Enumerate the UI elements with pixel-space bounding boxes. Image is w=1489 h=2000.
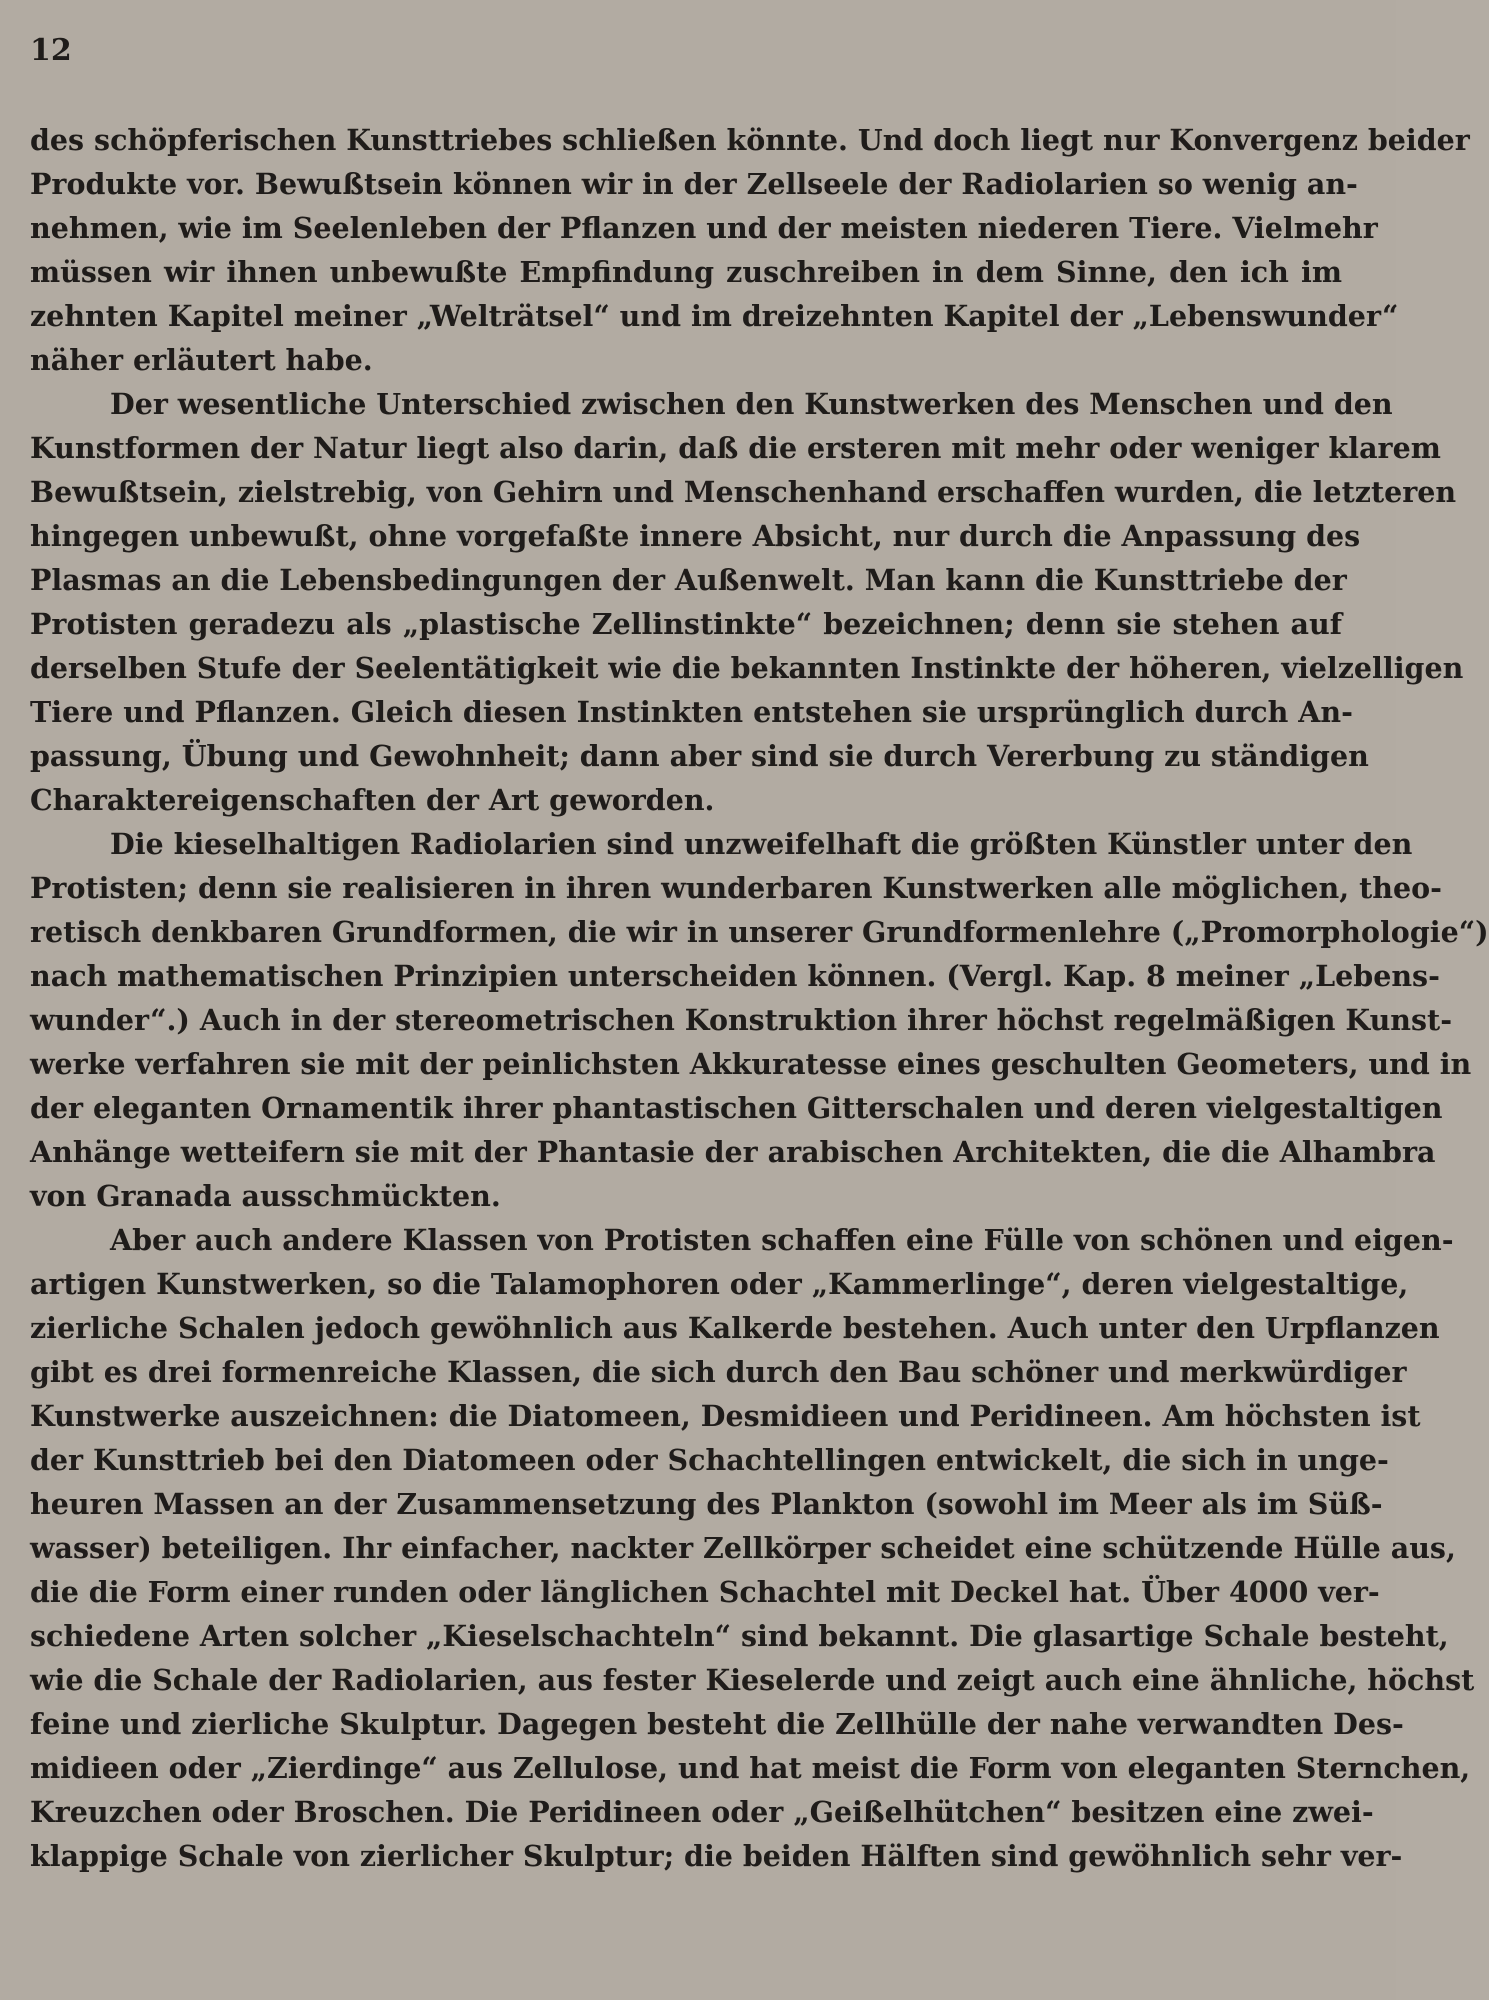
- text-line: midieen oder „Zierdinge“ aus Zellulose, und hat meist die Form von eleganten Sternchen,: [30, 1751, 1471, 1785]
- text-line: wie die Schale der Radiolarien, aus fester Kieselerde und zeigt auch eine ähnliche, höchst: [30, 1663, 1475, 1697]
- text-line: näher erläutert habe.: [30, 343, 373, 377]
- text-line: wasser) beteiligen. Ihr einfacher, nackter Zellkörper scheidet eine schützende Hülle aus,: [30, 1531, 1456, 1565]
- text-line: retisch denkbaren Grundformen, die wir in unserer Grundformenlehre („Promorphologie“): [30, 915, 1489, 949]
- text-line: hingegen unbewußt, ohne vorgefaßte innere Absicht, nur durch die Anpassung des: [30, 519, 1361, 553]
- text-line: Tiere und Pflanzen. Gleich diesen Instinkten entstehen sie ursprünglich durch An-: [30, 695, 1353, 729]
- text-line: der Kunsttrieb bei den Diatomeen oder Schachtellingen entwickelt, die sich in unge-: [30, 1443, 1389, 1477]
- text-line: Die kieselhaltigen Radiolarien sind unzweifelhaft die größten Künstler unter den: [110, 827, 1413, 861]
- text-line: nehmen, wie im Seelenleben der Pflanzen und der meisten niederen Tiere. Vielmehr: [30, 211, 1378, 245]
- text-line: werke verfahren sie mit der peinlichsten Akkuratesse eines geschulten Geometers, und in: [30, 1047, 1472, 1081]
- text-line: die die Form einer runden oder länglichen Schachtel mit Deckel hat. Über 4000 ver-: [30, 1575, 1380, 1609]
- text-line: Aber auch andere Klassen von Protisten schaffen eine Fülle von schönen und eigen-: [110, 1223, 1454, 1257]
- text-line: Protisten; denn sie realisieren in ihren wunderbaren Kunstwerken alle möglichen, theo-: [30, 871, 1442, 905]
- text-line: klappige Schale von zierlicher Skulptur; die beiden Hälften sind gewöhnlich sehr ver-: [30, 1839, 1403, 1873]
- text-line: gibt es drei formenreiche Klassen, die sich durch den Bau schöner und merkwürdiger: [30, 1355, 1407, 1389]
- text-line: derselben Stufe der Seelentätigkeit wie die bekannten Instinkte der höheren, vielzelligen: [30, 651, 1464, 685]
- text-line: schiedene Arten solcher „Kieselschachteln“ sind bekannt. Die glasartige Schale besteht,: [30, 1619, 1449, 1653]
- text-line: Plasmas an die Lebensbedingungen der Außenwelt. Man kann die Kunsttriebe der: [30, 563, 1347, 597]
- text-line: heuren Massen an der Zusammensetzung des Plankton (sowohl im Meer als im Süß-: [30, 1487, 1383, 1521]
- text-line: artigen Kunstwerken, so die Talamophoren oder „Kammerlinge“, deren vielgestaltige,: [30, 1267, 1409, 1301]
- paragraph-4: [30, 1218, 1475, 1878]
- text-line: des schöpferischen Kunsttriebes schließen könnte. Und doch liegt nur Konvergenz beider: [30, 123, 1470, 157]
- text-line: Der wesentliche Unterschied zwischen den Kunstwerken des Menschen und den: [110, 387, 1393, 421]
- text-line: müssen wir ihnen unbewußte Empfindung zuschreiben in dem Sinne, den ich im: [30, 255, 1342, 289]
- paragraph-1: [30, 118, 1470, 382]
- text-line: nach mathematischen Prinzipien unterscheiden können. (Vergl. Kap. 8 meiner „Lebens-: [30, 959, 1440, 993]
- text-line: Produkte vor. Bewußtsein können wir in der Zellseele der Radiolarien so wenig an-: [30, 167, 1358, 201]
- page-number: 12: [30, 33, 72, 68]
- text-line: zehnten Kapitel meiner „Welträtsel“ und im dreizehnten Kapitel der „Lebenswunder“: [30, 299, 1399, 333]
- paragraph-2: [30, 382, 1464, 822]
- text-line: passung, Übung und Gewohnheit; dann aber sind sie durch Vererbung zu ständigen: [30, 739, 1369, 773]
- text-line: wunder“.) Auch in der stereometrischen Konstruktion ihrer höchst regelmäßigen Kunst-: [30, 1003, 1453, 1037]
- text-line: Kunstwerke auszeichnen: die Diatomeen, Desmidieen und Peridineen. Am höchsten ist: [30, 1399, 1421, 1433]
- text-line: Kunstformen der Natur liegt also darin, daß die ersteren mit mehr oder weniger klarem: [30, 431, 1441, 465]
- text-line: Bewußtsein, zielstrebig, von Gehirn und Menschenhand erschaffen wurden, die letzteren: [30, 475, 1457, 509]
- text-line: Kreuzchen oder Broschen. Die Peridineen oder „Geißelhütchen“ besitzen eine zwei-: [30, 1795, 1374, 1829]
- text-line: feine und zierliche Skulptur. Dagegen besteht die Zellhülle der nahe verwandten Des-: [30, 1707, 1404, 1741]
- paragraph-3: [30, 822, 1489, 1218]
- text-line: Charaktereigenschaften der Art geworden.: [30, 783, 715, 817]
- text-line: Protisten geradezu als „plastische Zellinstinkte“ bezeichnen; denn sie stehen auf: [30, 607, 1342, 641]
- text-line: zierliche Schalen jedoch gewöhnlich aus Kalkerde bestehen. Auch unter den Urpflanzen: [30, 1311, 1440, 1345]
- text-line: Anhänge wetteifern sie mit der Phantasie der arabischen Architekten, die die Alhambra: [30, 1135, 1436, 1169]
- text-line: von Granada ausschmückten.: [30, 1179, 501, 1213]
- body-text: [30, 118, 1489, 1878]
- text-line: der eleganten Ornamentik ihrer phantastischen Gitterschalen und deren vielgestaltigen: [30, 1091, 1443, 1125]
